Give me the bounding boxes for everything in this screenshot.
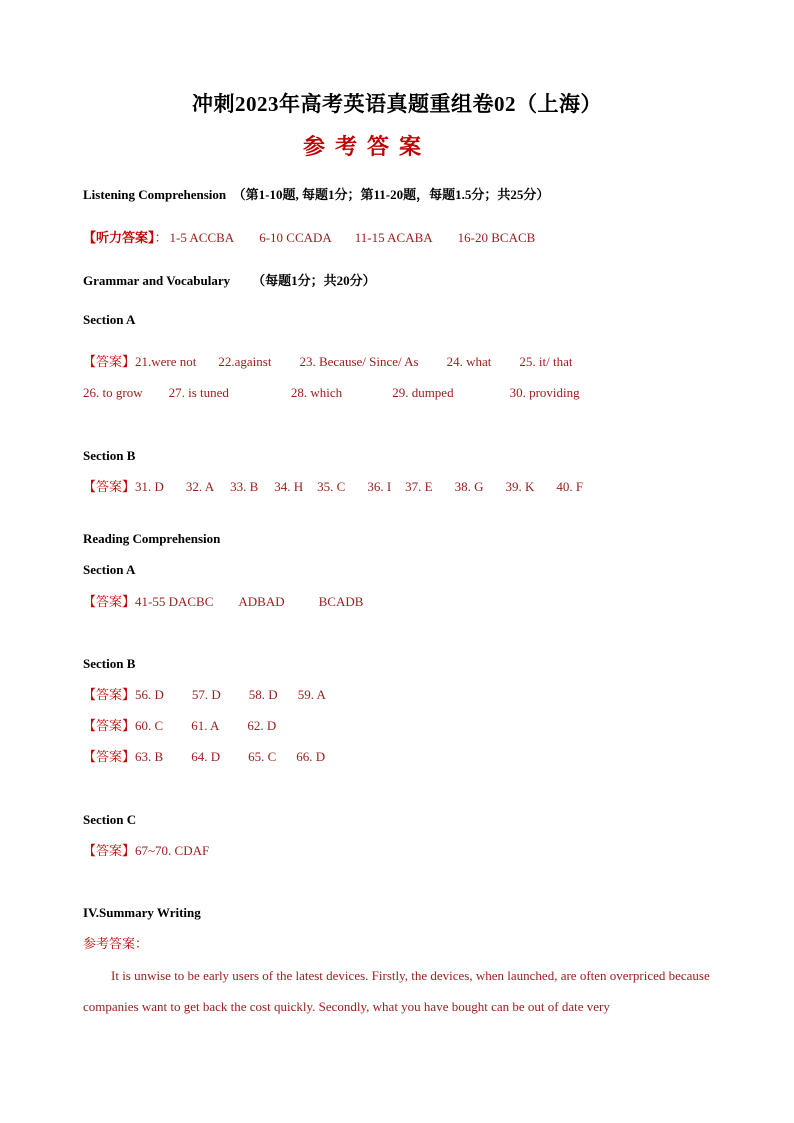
summary-paragraph: It is unwise to be early users of the latest devices. Firstly, the devices, when launched, are often overpriced because companies want to get back the cost quickly. Secondly, what you have bought can be out of date very <box>83 968 710 1014</box>
answer-64: 64. D <box>191 749 221 764</box>
answer-24: 24. what <box>446 354 492 369</box>
grammar-b-tag: 【答案】 <box>83 479 136 494</box>
answer-66: 66. D <box>296 749 326 764</box>
reading-c-tag: 【答案】 <box>83 843 136 858</box>
reading-b-tag-1: 【答案】 <box>83 687 136 702</box>
listening-sep: ： <box>154 230 168 245</box>
listening-heading: Listening Comprehension （第1-10题, 每题1分；第11-20题，每题1.5分；共25分） <box>83 187 550 202</box>
listening-answer-1: 1-5 ACCBA <box>169 230 235 245</box>
grammar-a-tag: 【答案】 <box>83 354 136 369</box>
listening-answer-4: 16-20 BCACB <box>457 230 536 245</box>
answer-67-70: 67~70. CDAF <box>135 843 210 858</box>
reading-section-c-label: Section C <box>83 812 137 827</box>
grammar-section-a-row1 <box>83 354 573 370</box>
grammar-section-a-row2 <box>83 385 580 401</box>
listening-answers <box>83 230 535 246</box>
answer-56: 56. D <box>135 687 164 702</box>
grammar-section-b-answers <box>83 479 583 495</box>
answer-22: 22.against <box>218 354 272 369</box>
answer-34: 34. H <box>274 479 304 494</box>
answer-65: 65. C <box>248 749 277 764</box>
listening-answer-tag: 【听力答案】 <box>83 230 155 245</box>
answer-30: 30. providing <box>509 385 580 400</box>
summary-heading: IV.Summary Writing <box>83 905 201 920</box>
answer-37: 37. E <box>405 479 433 494</box>
reading-section-a-answers <box>83 594 363 610</box>
reading-section-b-row2 <box>83 718 276 734</box>
answer-35: 35. C <box>317 479 346 494</box>
answer-26: 26. to grow <box>83 385 143 400</box>
answer-32: 32. A <box>185 479 215 494</box>
reading-section-c-answers <box>83 843 209 859</box>
reading-heading: Reading Comprehension <box>83 531 221 546</box>
reading-section-b-row3 <box>83 749 325 765</box>
answer-51-55: BCADB <box>318 594 364 609</box>
answer-36: 36. I <box>367 479 392 494</box>
answer-62: 62. D <box>247 718 277 733</box>
answer-27: 27. is tuned <box>168 385 229 400</box>
grammar-heading <box>83 273 376 289</box>
grammar-section-b-label: Section B <box>83 448 136 463</box>
answer-31: 31. D <box>135 479 164 494</box>
page-title: 冲刺2023年高考英语真题重组卷02（上海） <box>192 92 602 116</box>
answer-46-50: ADBAD <box>238 594 285 609</box>
grammar-section-a-label: Section A <box>83 312 136 327</box>
answer-63: 63. B <box>135 749 164 764</box>
reading-section-a-label: Section A <box>83 562 136 577</box>
answer-33: 33. B <box>230 479 259 494</box>
reading-section-b-row1 <box>83 687 326 703</box>
answer-25: 25. it/ that <box>519 354 573 369</box>
answer-59: 59. A <box>297 687 326 702</box>
answer-28: 28. which <box>290 385 343 400</box>
reading-a-tag: 【答案】 <box>83 594 136 609</box>
answer-39: 39. K <box>505 479 535 494</box>
reading-b-tag-2: 【答案】 <box>83 718 136 733</box>
reading-section-b-label: Section B <box>83 656 136 671</box>
answer-21: 21.were not <box>135 354 197 369</box>
answer-40: 40. F <box>556 479 584 494</box>
page-subtitle: 参考答案 <box>302 134 431 159</box>
grammar-score: （每题1分；共20分） <box>252 273 376 288</box>
answer-38: 38. G <box>454 479 484 494</box>
answer-23: 23. Because/ Since/ As <box>299 354 419 369</box>
answer-60: 60. C <box>135 718 164 733</box>
summary-ref-label: 参考答案： <box>83 936 149 951</box>
listening-answer-2: 6-10 CCADA <box>259 230 332 245</box>
answer-57: 57. D <box>191 687 221 702</box>
grammar-heading-text: Grammar and Vocabulary <box>83 273 231 288</box>
answer-61: 61. A <box>191 718 220 733</box>
answer-29: 29. dumped <box>392 385 454 400</box>
reading-b-tag-3: 【答案】 <box>83 749 136 764</box>
listening-answer-3: 11-15 ACABA <box>354 230 433 245</box>
answer-41-45: 41-55 DACBC <box>135 594 214 609</box>
answer-58: 58. D <box>248 687 278 702</box>
